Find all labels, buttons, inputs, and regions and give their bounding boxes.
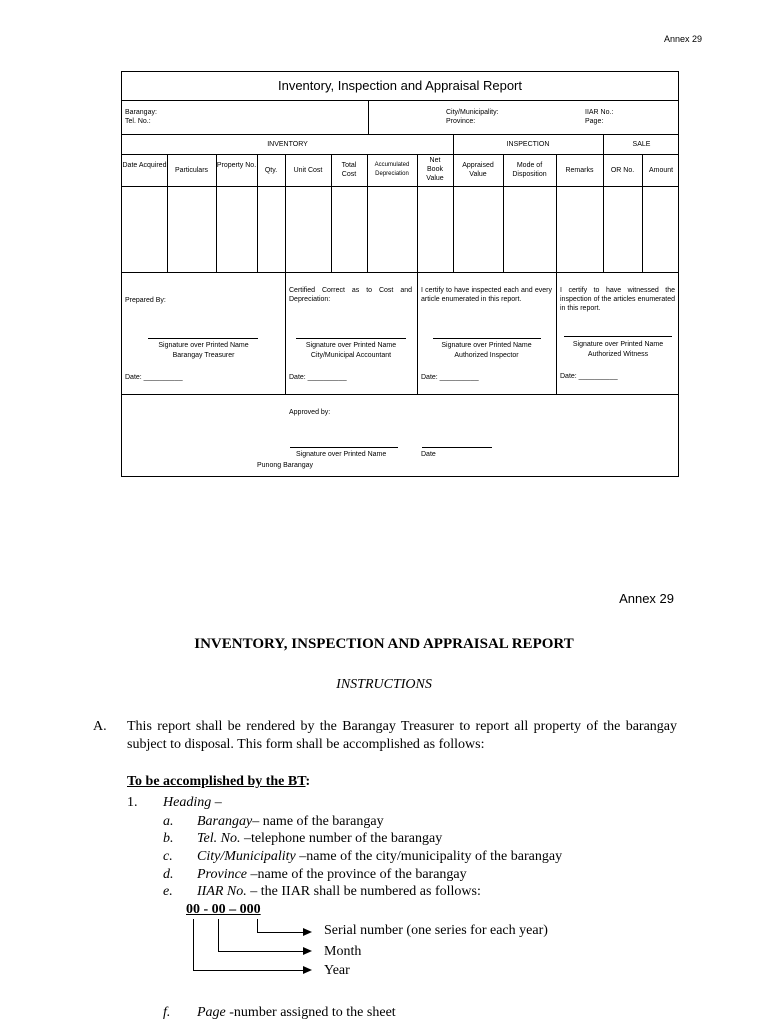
col-date-acquired: Date Acquired <box>122 162 167 169</box>
year-label: Year <box>324 963 350 978</box>
item1-heading: Heading – <box>163 795 222 810</box>
col-or-no: OR No. <box>610 167 635 174</box>
certify-inspected-text: I certify to have inspected each and every article enumerated in this report. <box>421 287 552 303</box>
form-title: Inventory, Inspection and Appraisal Report <box>122 72 678 101</box>
col-unit-cost: Unit Cost <box>293 167 323 174</box>
date-inspector: Date: __________ <box>421 374 479 381</box>
subitem-e-letter: e. <box>163 884 173 899</box>
prepared-by-label: Prepared By: <box>125 297 166 304</box>
instructions-title: INVENTORY, INSPECTION AND APPRAISAL REPORT <box>194 636 574 652</box>
group-inspection: INSPECTION <box>506 141 550 148</box>
sig-caption-inspector: Signature over Printed Name <box>441 342 532 349</box>
subitem-d-letter: d. <box>163 867 174 882</box>
subitem-d-term: Province <box>197 867 248 882</box>
item1-number: 1. <box>127 795 138 810</box>
iiar-no-label: IIAR No.: <box>585 109 614 116</box>
col-property-no: Property No. <box>216 162 257 169</box>
role-witness: Authorized Witness <box>587 351 649 358</box>
year-arrow-line <box>193 970 307 971</box>
subitem-f-desc: -number assigned to the sheet <box>225 1005 396 1020</box>
group-inventory: INVENTORY <box>267 141 308 148</box>
approval-date-label: Date <box>421 451 436 458</box>
annex-label: Annex 29 <box>663 34 702 44</box>
subitem-c-letter: c. <box>163 849 173 864</box>
certify-witnessed-text: I certify to have witnessed the inspection of the articles enumerated in this report. <box>560 287 675 312</box>
subitem-f-term: Page <box>197 1005 226 1020</box>
col-qty: Qty. <box>264 167 278 174</box>
sig-caption-accountant: Signature over Printed Name <box>305 342 397 349</box>
city-label: City/Municipality: <box>446 109 499 116</box>
col-mode-of-disposition: Mode of Disposition <box>512 162 547 178</box>
role-accountant: City/Municipal Accountant <box>310 352 392 359</box>
subitem-e-term: IIAR No. <box>197 884 247 899</box>
role-inspector: Authorized Inspector <box>454 352 519 359</box>
subitem-c-term: City/Municipality <box>197 849 296 864</box>
province-label: Province: <box>446 118 476 125</box>
barangay-label: Barangay: <box>125 109 157 116</box>
section-a-text: This report shall be rendered by the Barangay Treasurer to report all property of the barangay subject to disposal. This form shall be accomplished as follows: <box>127 719 677 752</box>
col-particulars: Particulars <box>174 167 209 174</box>
group-sale: SALE <box>632 141 651 148</box>
subitem-c-desc: –name of the city/municipality of the barangay <box>295 849 563 864</box>
role-treasurer: Barangay Treasurer <box>172 352 235 359</box>
col-accumulated-depreciation: Accumulated Depreciation <box>374 162 410 177</box>
iiar-form <box>121 71 679 477</box>
subitem-a-letter: a. <box>163 814 174 829</box>
iiar-number-format: 00 - 00 – 000 <box>186 902 261 917</box>
date-witness: Date: __________ <box>560 373 618 380</box>
year-connector <box>193 919 194 971</box>
col-total-cost: Total Cost <box>341 162 357 178</box>
certified-correct-text: Certified Correct as to Cost and Depreciation: <box>289 287 412 303</box>
col-remarks: Remarks <box>565 167 594 174</box>
serial-arrow-line <box>257 932 307 933</box>
serial-arrowhead <box>303 928 312 936</box>
date-accountant: Date: __________ <box>289 374 347 381</box>
col-amount: Amount <box>648 167 674 174</box>
subitem-d-desc: –name of the province of the barangay <box>247 867 467 882</box>
month-arrow-line <box>218 951 307 952</box>
subitem-a-desc: – name of the barangay <box>252 814 384 829</box>
serial-label: Serial number (one series for each year) <box>324 923 548 938</box>
bt-heading-colon: : <box>305 774 311 789</box>
sig-caption-witness: Signature over Printed Name <box>572 341 664 348</box>
month-connector <box>218 919 219 952</box>
instructions-subtitle: INSTRUCTIONS <box>336 677 432 692</box>
date-treasurer: Date: __________ <box>125 374 183 381</box>
subitem-b-letter: b. <box>163 831 174 846</box>
subitem-b-desc: –telephone number of the barangay <box>240 831 443 846</box>
year-arrowhead <box>303 966 312 974</box>
month-label: Month <box>324 944 362 959</box>
sig-caption-treasurer: Signature over Printed Name <box>158 342 249 349</box>
col-net-book-value: Net Book Value <box>426 157 444 182</box>
instructions-annex-label: Annex 29 <box>619 591 674 606</box>
punong-barangay-label: Punong Barangay <box>257 462 314 469</box>
tel-no-label: Tel. No.: <box>125 118 151 125</box>
sig-caption-punong: Signature over Printed Name <box>296 451 387 458</box>
subitem-a-term: Barangay <box>197 814 253 829</box>
serial-connector <box>257 919 258 933</box>
approved-by-label: Approved by: <box>289 409 331 416</box>
subitem-f-letter: f. <box>163 1005 171 1020</box>
page-label: Page: <box>585 118 604 125</box>
month-arrowhead <box>303 947 312 955</box>
subitem-e-desc: – the IIAR shall be numbered as follows: <box>246 884 481 899</box>
bt-heading: To be accomplished by the BT <box>127 774 306 789</box>
col-appraised-value: Appraised Value <box>462 162 494 178</box>
section-a-label: A. <box>93 719 107 734</box>
subitem-b-term: Tel. No. <box>197 831 241 846</box>
